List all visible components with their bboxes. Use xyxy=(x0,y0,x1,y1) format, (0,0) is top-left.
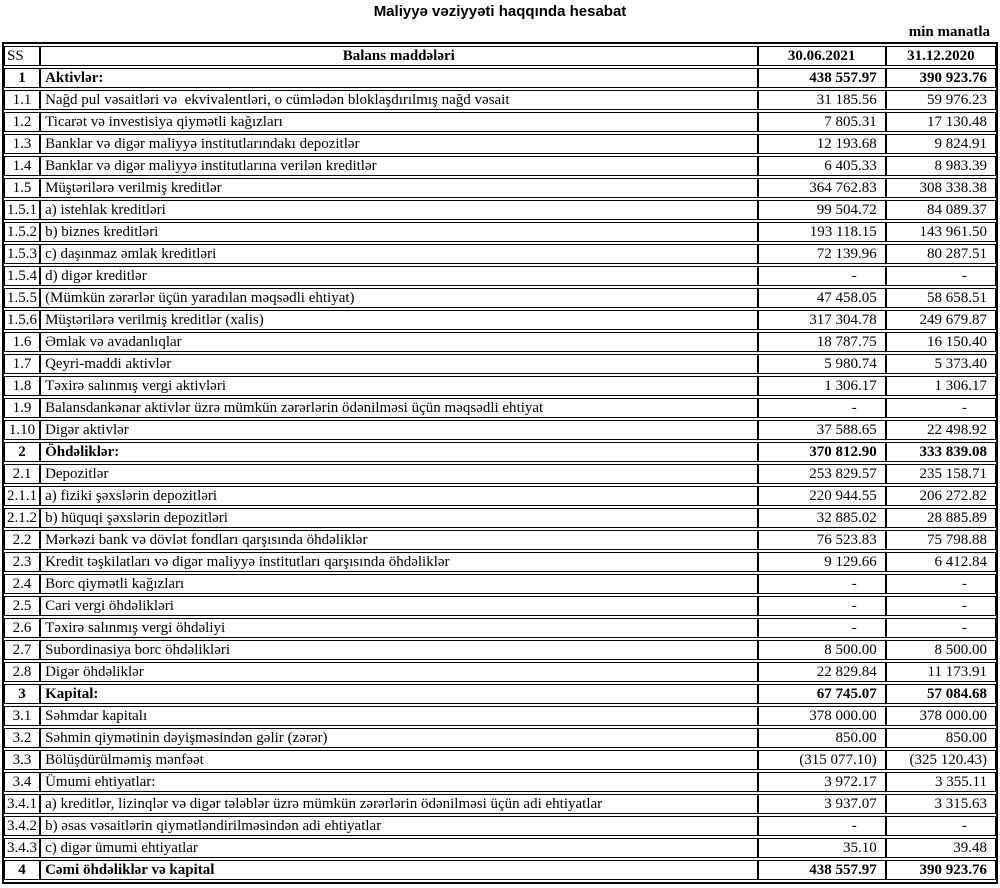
row-number: 1.6 xyxy=(4,332,40,352)
row-value-period1: 6 405.33 xyxy=(758,156,886,176)
row-value-period1: 317 304.78 xyxy=(758,310,886,330)
row-value-period2: 206 272.82 xyxy=(886,486,996,506)
table-row xyxy=(4,552,996,572)
table-row xyxy=(4,288,996,308)
row-label: c) daşınmaz əmlak kreditləri xyxy=(40,244,757,264)
row-number: 2.8 xyxy=(4,662,40,682)
row-value-period1: 364 762.83 xyxy=(758,178,886,198)
row-label: Depozitlər xyxy=(40,464,757,484)
row-value-period1: 47 458.05 xyxy=(758,288,886,308)
row-number: 1.5.5 xyxy=(4,288,40,308)
table-row xyxy=(4,442,996,462)
row-value-period1: 35.10 xyxy=(758,838,886,858)
row-value-period1: 1 306.17 xyxy=(758,376,886,396)
row-label: d) digər kreditlər xyxy=(40,266,757,286)
table-row xyxy=(4,486,996,506)
row-value-period2: 8 500.00 xyxy=(886,640,996,660)
table-row xyxy=(4,684,996,704)
row-number: 1.5.6 xyxy=(4,310,40,330)
row-number: 4 xyxy=(4,860,40,880)
row-number: 1.10 xyxy=(4,420,40,440)
unit-note: min manatla xyxy=(908,24,990,40)
row-value-period1: - xyxy=(758,266,886,286)
row-value-period1: 438 557.97 xyxy=(758,860,886,880)
row-value-period2: 3 355.11 xyxy=(886,772,996,792)
row-value-period2: 333 839.08 xyxy=(886,442,996,462)
row-value-period1: - xyxy=(758,596,886,616)
row-label: Banklar və digər maliyyə institutlarındakı depozitlər xyxy=(40,134,757,154)
table-row xyxy=(4,772,996,792)
table-row xyxy=(4,68,996,88)
row-number: 2.4 xyxy=(4,574,40,594)
row-label: Əmlak və avadanlıqlar xyxy=(40,332,757,352)
row-value-period1: 99 504.72 xyxy=(758,200,886,220)
table-row xyxy=(4,398,996,418)
table-row xyxy=(4,508,996,528)
row-value-period2: (325 120.43) xyxy=(886,750,996,770)
row-number: 1.9 xyxy=(4,398,40,418)
row-label: Cəmi öhdəliklər və kapital xyxy=(40,860,757,880)
row-number: 1.3 xyxy=(4,134,40,154)
row-value-period2: 235 158.71 xyxy=(886,464,996,484)
table-row xyxy=(4,640,996,660)
row-value-period2: - xyxy=(886,816,996,836)
balance-table xyxy=(2,42,998,884)
row-value-period2: 39.48 xyxy=(886,838,996,858)
row-label: Öhdəliklər: xyxy=(40,442,757,462)
row-value-period2: 84 089.37 xyxy=(886,200,996,220)
header-period-2021: 30.06.2021 xyxy=(758,46,886,66)
row-label: Borc qiymətli kağızları xyxy=(40,574,757,594)
row-value-period1: - xyxy=(758,816,886,836)
table-row xyxy=(4,266,996,286)
row-value-period2: 6 412.84 xyxy=(886,552,996,572)
row-label: Nağd pul vəsaitləri və ekvivalentləri, o cümlədən bloklaşdırılmış nağd vəsait xyxy=(40,90,757,110)
row-value-period1: 5 980.74 xyxy=(758,354,886,374)
row-value-period2: 1 306.17 xyxy=(886,376,996,396)
row-number: 1.8 xyxy=(4,376,40,396)
row-value-period1: 378 000.00 xyxy=(758,706,886,726)
row-value-period2: 16 150.40 xyxy=(886,332,996,352)
row-label: Cari vergi öhdəlikləri xyxy=(40,596,757,616)
row-value-period1: (315 077.10) xyxy=(758,750,886,770)
row-number: 1 xyxy=(4,68,40,88)
row-number: 1.1 xyxy=(4,90,40,110)
row-label: a) istehlak kreditləri xyxy=(40,200,757,220)
row-label: Səhmin qiymətinin dəyişməsindən gəlir (zərər) xyxy=(40,728,757,748)
row-value-period2: 59 976.23 xyxy=(886,90,996,110)
row-value-period1: - xyxy=(758,574,886,594)
row-value-period2: 8 983.39 xyxy=(886,156,996,176)
row-number: 1.5 xyxy=(4,178,40,198)
row-value-period2: 378 000.00 xyxy=(886,706,996,726)
table-row xyxy=(4,310,996,330)
row-label: b) əsas vəsaitlərin qiymətləndirilməsindən adi ehtiyatlar xyxy=(40,816,757,836)
row-value-period2: 57 084.68 xyxy=(886,684,996,704)
row-number: 2 xyxy=(4,442,40,462)
row-label: Təxirə salınmış vergi aktivləri xyxy=(40,376,757,396)
table-row xyxy=(4,816,996,836)
row-number: 3.4.1 xyxy=(4,794,40,814)
table-row xyxy=(4,574,996,594)
row-value-period2: - xyxy=(886,266,996,286)
row-number: 1.5.1 xyxy=(4,200,40,220)
row-label: b) hüquqi şəxslərin depozitləri xyxy=(40,508,757,528)
row-number: 3.4.3 xyxy=(4,838,40,858)
table-row xyxy=(4,332,996,352)
row-label: Təxirə salınmış vergi öhdəliyi xyxy=(40,618,757,638)
row-value-period1: 22 829.84 xyxy=(758,662,886,682)
row-value-period2: 22 498.92 xyxy=(886,420,996,440)
row-value-period1: 370 812.90 xyxy=(758,442,886,462)
row-value-period1: 850.00 xyxy=(758,728,886,748)
table-row xyxy=(4,750,996,770)
table-row xyxy=(4,794,996,814)
table-body xyxy=(4,68,996,880)
row-number: 1.5.2 xyxy=(4,222,40,242)
table-row xyxy=(4,354,996,374)
row-label: Balansdankənar aktivlər üzrə mümkün zərərlərin ödənilməsi üçün məqsədli ehtiyat xyxy=(40,398,757,418)
row-label: Bölüşdürülməmiş mənfəət xyxy=(40,750,757,770)
table-row xyxy=(4,838,996,858)
row-label: Mərkəzi bank və dövlət fondları qarşısında öhdəliklər xyxy=(40,530,757,550)
table-header-row xyxy=(4,46,996,66)
row-value-period2: 80 287.51 xyxy=(886,244,996,264)
row-value-period2: 249 679.87 xyxy=(886,310,996,330)
row-value-period1: 253 829.57 xyxy=(758,464,886,484)
table-row xyxy=(4,662,996,682)
row-value-period2: 58 658.51 xyxy=(886,288,996,308)
row-number: 3.1 xyxy=(4,706,40,726)
row-value-period2: 308 338.38 xyxy=(886,178,996,198)
row-number: 1.2 xyxy=(4,112,40,132)
table-row xyxy=(4,530,996,550)
row-number: 2.2 xyxy=(4,530,40,550)
row-value-period1: 7 805.31 xyxy=(758,112,886,132)
row-value-period2: - xyxy=(886,618,996,638)
row-value-period1: 220 944.55 xyxy=(758,486,886,506)
row-value-period2: 3 315.63 xyxy=(886,794,996,814)
row-value-period1: 3 937.07 xyxy=(758,794,886,814)
row-number: 3.4.2 xyxy=(4,816,40,836)
row-number: 3.3 xyxy=(4,750,40,770)
row-label: a) kreditlər, lizinqlər və digər tələblər üzrə mümkün zərərlərin ödənilməsi üçün adi ehtiyatlar xyxy=(40,794,757,814)
row-label: Kapital: xyxy=(40,684,757,704)
row-number: 2.7 xyxy=(4,640,40,660)
row-label: c) digər ümumi ehtiyatlar xyxy=(40,838,757,858)
row-label: b) biznes kreditləri xyxy=(40,222,757,242)
row-label: Müştərilərə verilmiş kreditlər (xalis) xyxy=(40,310,757,330)
row-number: 1.7 xyxy=(4,354,40,374)
row-value-period1: 18 787.75 xyxy=(758,332,886,352)
row-value-period1: 9 129.66 xyxy=(758,552,886,572)
table-row xyxy=(4,728,996,748)
row-value-period1: 438 557.97 xyxy=(758,68,886,88)
row-value-period2: - xyxy=(886,398,996,418)
row-label: Subordinasiya borc öhdəlikləri xyxy=(40,640,757,660)
row-label: Ticarət və investisiya qiymətli kağızları xyxy=(40,112,757,132)
row-number: 1.5.3 xyxy=(4,244,40,264)
row-value-period2: 75 798.88 xyxy=(886,530,996,550)
table-row xyxy=(4,134,996,154)
row-number: 2.1 xyxy=(4,464,40,484)
row-number: 3.4 xyxy=(4,772,40,792)
row-value-period2: 17 130.48 xyxy=(886,112,996,132)
table-row xyxy=(4,156,996,176)
table-row xyxy=(4,618,996,638)
row-value-period1: 67 745.07 xyxy=(758,684,886,704)
row-value-period1: 3 972.17 xyxy=(758,772,886,792)
row-label: Ümumi ehtiyatlar: xyxy=(40,772,757,792)
table-row xyxy=(4,860,996,880)
row-value-period2: 390 923.76 xyxy=(886,860,996,880)
row-label: Kredit təşkilatları və digər maliyyə institutları qarşısında öhdəliklər xyxy=(40,552,757,572)
row-number: 1.4 xyxy=(4,156,40,176)
row-value-period1: 37 588.65 xyxy=(758,420,886,440)
row-value-period2: 9 824.91 xyxy=(886,134,996,154)
table-row xyxy=(4,200,996,220)
row-value-period2: 143 961.50 xyxy=(886,222,996,242)
row-value-period2: 28 885.89 xyxy=(886,508,996,528)
row-value-period1: - xyxy=(758,398,886,418)
row-value-period2: - xyxy=(886,574,996,594)
table-row xyxy=(4,112,996,132)
row-value-period2: 390 923.76 xyxy=(886,68,996,88)
row-value-period1: 193 118.15 xyxy=(758,222,886,242)
row-value-period1: 8 500.00 xyxy=(758,640,886,660)
table-row xyxy=(4,178,996,198)
row-value-period2: 5 373.40 xyxy=(886,354,996,374)
row-label: (Mümkün zərərlər üçün yaradılan məqsədli ehtiyat) xyxy=(40,288,757,308)
row-label: a) fiziki şəxslərin depozitləri xyxy=(40,486,757,506)
table-row xyxy=(4,706,996,726)
row-value-period1: 72 139.96 xyxy=(758,244,886,264)
row-number: 1.5.4 xyxy=(4,266,40,286)
row-label: Aktivlər: xyxy=(40,68,757,88)
table-row xyxy=(4,244,996,264)
row-value-period1: - xyxy=(758,618,886,638)
row-label: Müştərilərə verilmiş kreditlər xyxy=(40,178,757,198)
row-number: 2.1.2 xyxy=(4,508,40,528)
page-title: Maliyyə vəziyyəti haqqında hesabat xyxy=(373,3,627,20)
row-value-period1: 31 185.56 xyxy=(758,90,886,110)
row-value-period1: 12 193.68 xyxy=(758,134,886,154)
row-label: Səhmdar kapitalı xyxy=(40,706,757,726)
row-label: Digər aktivlər xyxy=(40,420,757,440)
row-label: Digər öhdəliklər xyxy=(40,662,757,682)
row-number: 2.6 xyxy=(4,618,40,638)
table-row xyxy=(4,222,996,242)
header-ss: SS xyxy=(4,46,40,66)
table-row xyxy=(4,420,996,440)
header-period-2020: 31.12.2020 xyxy=(886,46,996,66)
row-number: 2.5 xyxy=(4,596,40,616)
table-row xyxy=(4,464,996,484)
row-label: Banklar və digər maliyyə institutlarına verilən kreditlər xyxy=(40,156,757,176)
row-number: 2.3 xyxy=(4,552,40,572)
table-row xyxy=(4,376,996,396)
row-value-period2: 11 173.91 xyxy=(886,662,996,682)
table-row xyxy=(4,90,996,110)
row-number: 3 xyxy=(4,684,40,704)
header-balance-items: Balans maddələri xyxy=(40,46,757,66)
row-number: 3.2 xyxy=(4,728,40,748)
row-label: Qeyri-maddi aktivlər xyxy=(40,354,757,374)
row-value-period1: 76 523.83 xyxy=(758,530,886,550)
row-value-period1: 32 885.02 xyxy=(758,508,886,528)
table-row xyxy=(4,596,996,616)
row-value-period2: - xyxy=(886,596,996,616)
row-value-period2: 850.00 xyxy=(886,728,996,748)
row-number: 2.1.1 xyxy=(4,486,40,506)
